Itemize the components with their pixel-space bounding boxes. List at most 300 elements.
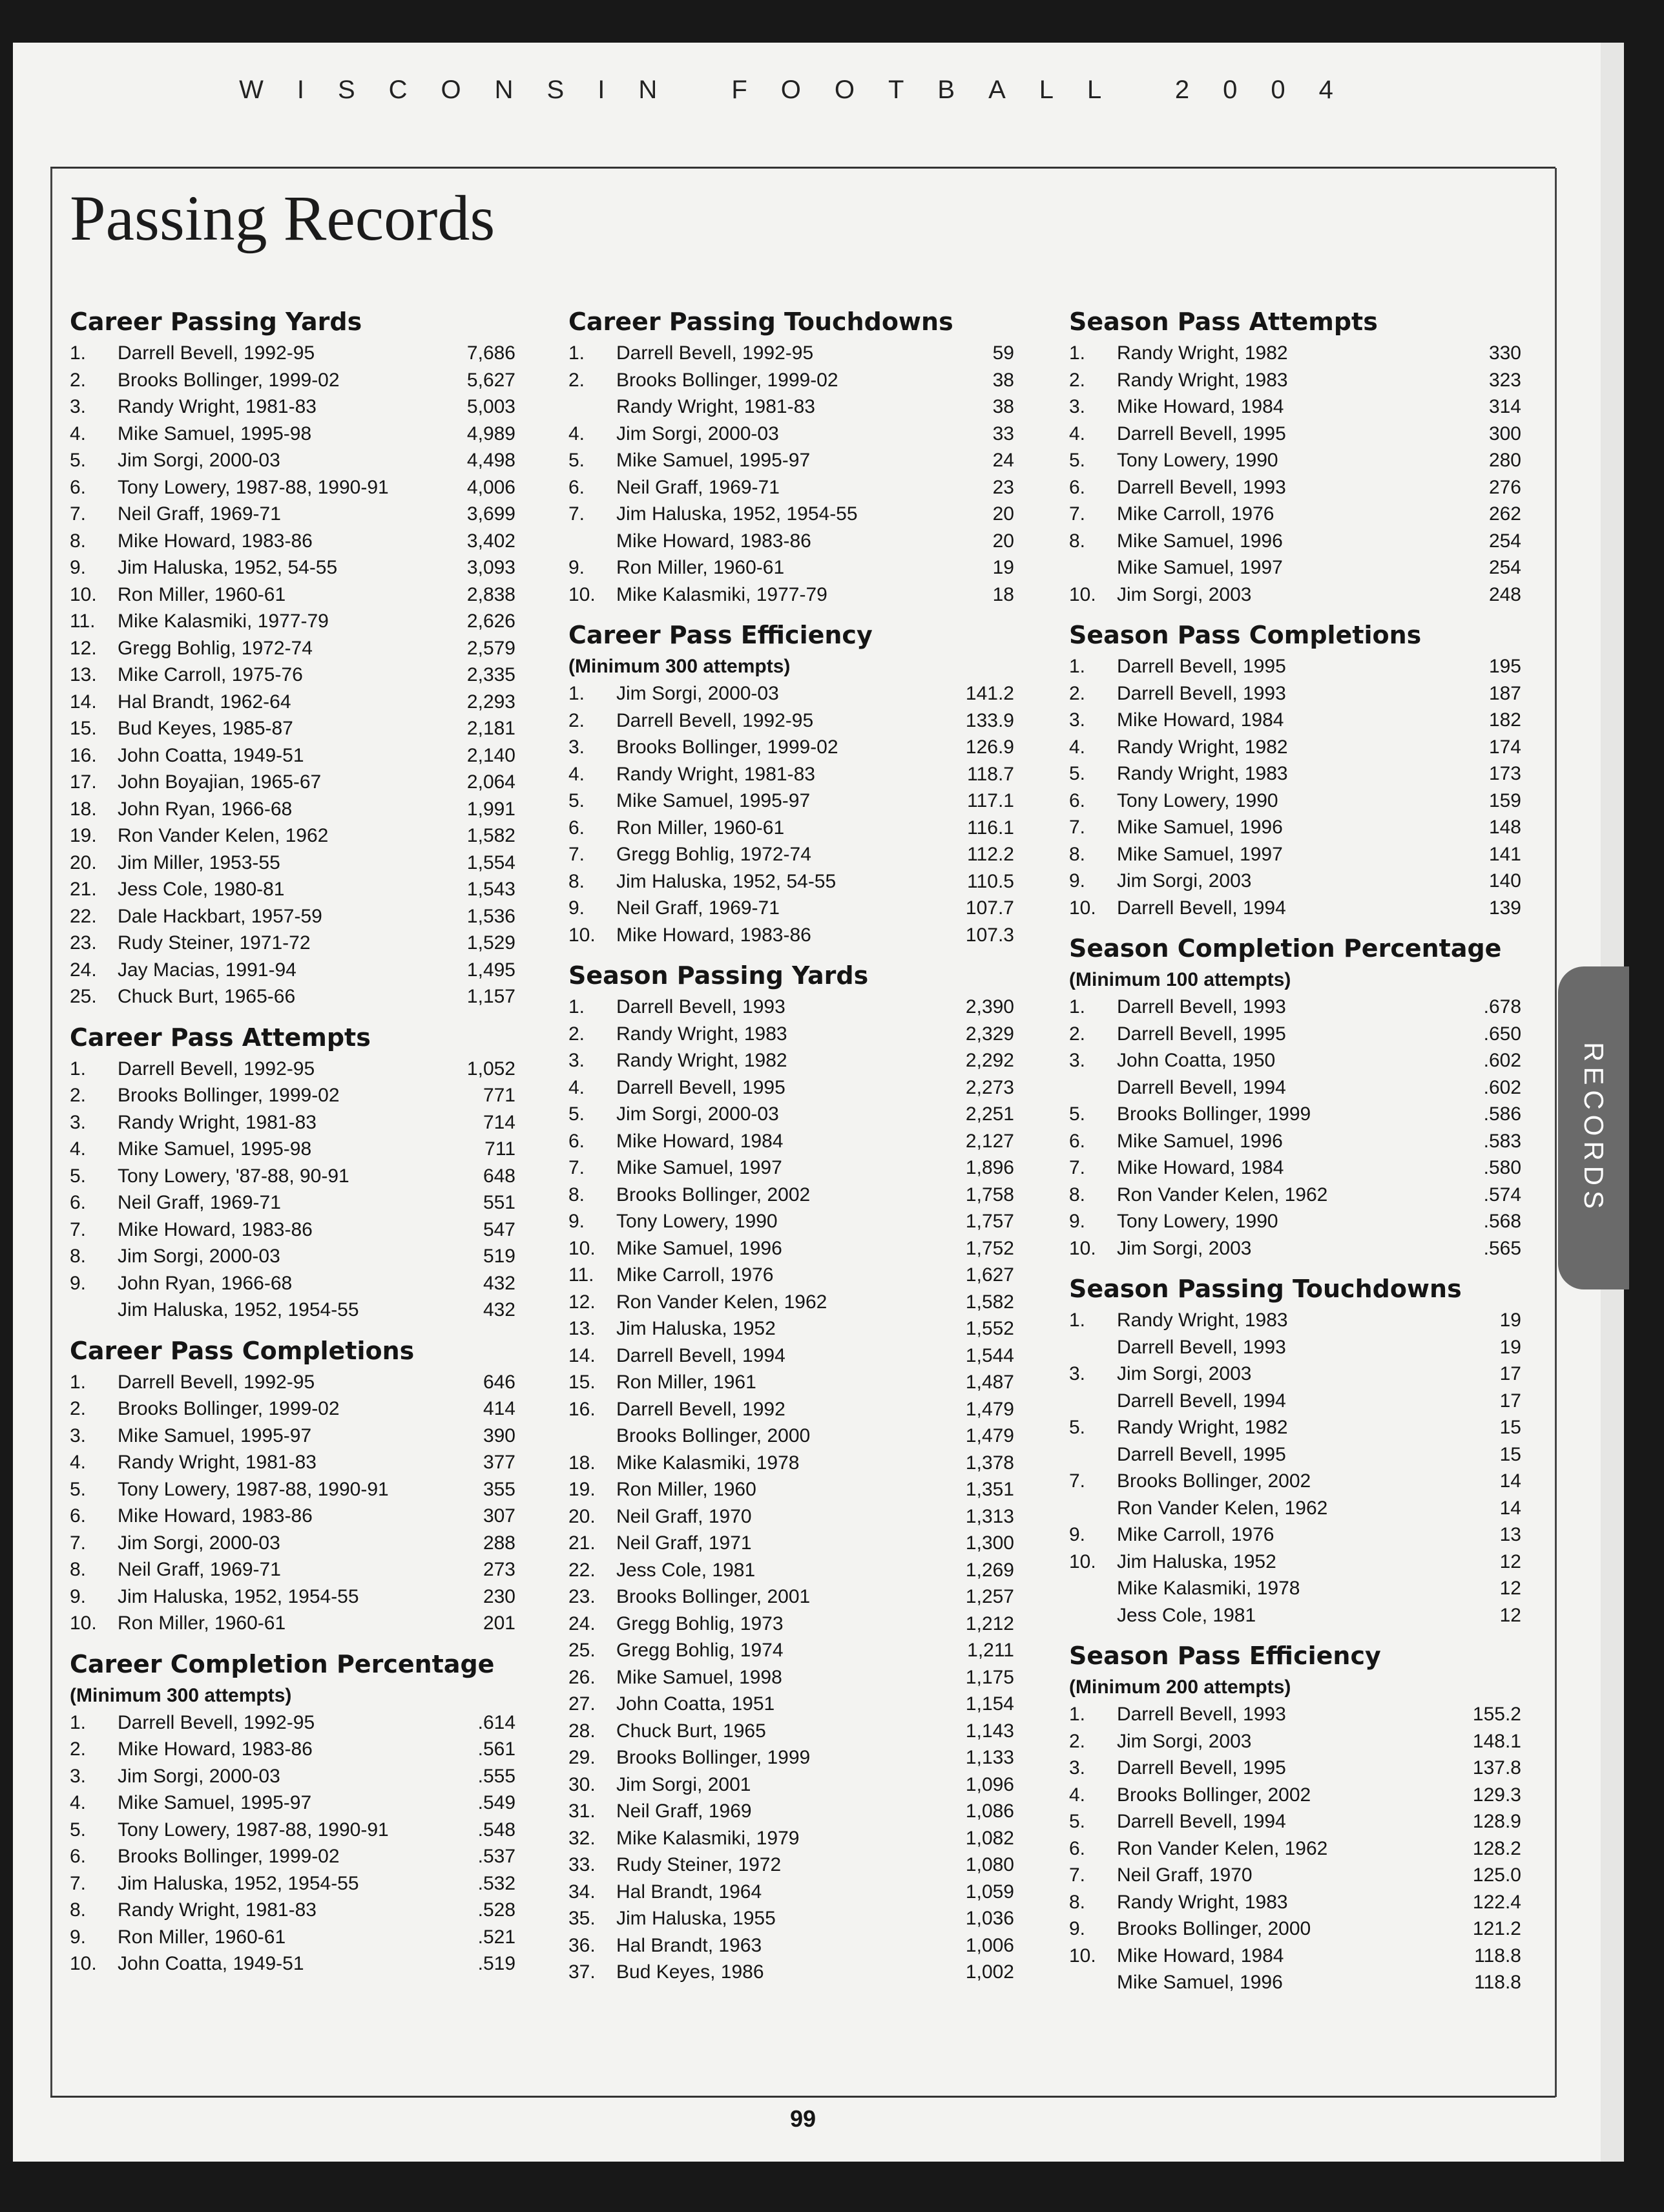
record-rank: 10. [568, 924, 596, 946]
record-value: 1,552 [965, 1318, 1014, 1339]
record-row [1069, 528, 1521, 555]
record-row [568, 1530, 1014, 1557]
record-rank: 6. [70, 1192, 87, 1213]
record-holder: Jim Sorgi, 2003 [1117, 1363, 1252, 1384]
record-rank: 6. [1069, 476, 1086, 498]
record-row [568, 707, 1014, 735]
record-rank [1069, 554, 1117, 581]
record-holder: Mike Samuel, 1996 [1117, 1972, 1283, 1993]
record-rank: 4. [568, 423, 585, 444]
record-rank: 6. [568, 476, 585, 498]
record-value: 330 [1488, 342, 1521, 364]
section-title: Career Completion Percentage [70, 1649, 495, 1678]
record-holder: Ron Miller, 1960-61 [118, 1926, 286, 1948]
record-rank: 7. [1069, 1157, 1086, 1178]
record-rank: 1. [1069, 996, 1086, 1017]
record-holder: Mike Howard, 1984 [1117, 396, 1284, 417]
record-value: 5,627 [466, 369, 515, 391]
record-row [1069, 1862, 1521, 1889]
record-rank: 18. [70, 798, 97, 820]
record-holder: Mike Samuel, 1995-97 [616, 790, 811, 811]
record-rank: 8. [70, 530, 87, 552]
record-holder: Mike Howard, 1984 [616, 1130, 784, 1152]
record-value: 288 [483, 1532, 515, 1554]
record-value: 118.7 [967, 763, 1014, 785]
record-value: 254 [1488, 530, 1521, 552]
record-value: 129.3 [1472, 1784, 1521, 1806]
record-rank: 7. [568, 844, 585, 865]
record-rank: 17. [70, 771, 97, 793]
record-value: 4,989 [466, 423, 515, 444]
record-rank: 8. [70, 1899, 87, 1921]
record-rank: 13. [568, 1318, 596, 1339]
record-rank: 24. [568, 1612, 596, 1634]
record-row [568, 1879, 1014, 1906]
record-value: 377 [483, 1452, 515, 1473]
record-row [70, 1109, 515, 1136]
record-value: .583 [1483, 1130, 1521, 1152]
record-rank: 8. [1069, 843, 1086, 865]
record-value: 155.2 [1472, 1704, 1521, 1725]
record-holder: Jim Sorgi, 2003 [1117, 583, 1252, 605]
record-holder: Darrell Bevell, 1994 [1117, 1811, 1286, 1832]
record-rank: 1. [1069, 1704, 1086, 1725]
record-rank: 10. [1069, 897, 1096, 919]
page-number: 99 [789, 2105, 816, 2132]
record-holder: Chuck Burt, 1965 [616, 1720, 766, 1742]
record-value: 140 [1488, 870, 1521, 892]
record-rank: 5. [1069, 1417, 1086, 1438]
record-value: 1,154 [965, 1693, 1014, 1715]
record-rank: 4. [568, 763, 585, 785]
record-value: 12 [1499, 1550, 1521, 1572]
record-value: .565 [1483, 1237, 1521, 1259]
record-rank: 2. [1069, 682, 1086, 704]
record-value: 1,479 [965, 1398, 1014, 1420]
record-rank: 19. [70, 825, 97, 846]
record-value: 230 [483, 1585, 515, 1607]
record-holder: Randy Wright, 1983 [1117, 1891, 1288, 1913]
record-row [568, 1315, 1014, 1342]
column-1 [70, 304, 515, 1987]
record-row [1069, 1414, 1521, 1441]
record-holder: Tony Lowery, '87-88, 90-91 [118, 1165, 349, 1187]
record-rank: 5. [1069, 1811, 1086, 1832]
record-value: 1,758 [965, 1184, 1014, 1205]
record-holder: Mike Howard, 1983-86 [616, 530, 811, 552]
record-holder: Randy Wright, 1982 [616, 1050, 787, 1071]
record-value: 14 [1499, 1470, 1521, 1492]
record-value: 432 [483, 1272, 515, 1294]
record-rank: 23. [568, 1586, 596, 1607]
record-value: 187 [1488, 682, 1521, 704]
record-rank: 15. [70, 718, 97, 739]
record-row [568, 1503, 1014, 1530]
record-holder: Jim Sorgi, 2000-03 [118, 1765, 280, 1787]
record-rank: 10. [1069, 583, 1096, 605]
record-holder: Mike Howard, 1984 [1117, 1157, 1284, 1178]
record-row [70, 689, 515, 716]
record-row [568, 1932, 1014, 1959]
record-row [568, 1744, 1014, 1771]
record-holder: Jim Haluska, 1952, 1954-55 [118, 1585, 359, 1607]
record-value: 121.2 [1472, 1918, 1521, 1939]
record-holder: Darrell Bevell, 1993 [1117, 1336, 1286, 1358]
record-row [568, 680, 1014, 707]
record-rank: 5. [70, 1819, 87, 1841]
record-value: .549 [477, 1792, 515, 1813]
record-holder: Ron Vander Kelen, 1962 [1117, 1497, 1328, 1519]
record-row [568, 421, 1014, 448]
record-rank: 6. [70, 476, 87, 498]
record-value: 1,052 [466, 1058, 515, 1080]
record-rank: 5. [568, 450, 585, 471]
record-row [1069, 788, 1521, 815]
record-value: .555 [477, 1765, 515, 1787]
record-row [568, 1691, 1014, 1718]
record-holder: Ron Vander Kelen, 1962 [1117, 1184, 1328, 1205]
record-rank: 1. [1069, 342, 1086, 364]
record-holder: Neil Graff, 1969-71 [616, 897, 780, 919]
record-value: 7,686 [466, 342, 515, 364]
record-rank: 7. [70, 503, 87, 525]
record-value: 182 [1488, 709, 1521, 731]
record-holder: Ron Miller, 1960 [616, 1479, 756, 1500]
record-row [568, 734, 1014, 761]
record-rank: 6. [568, 1130, 585, 1152]
record-holder: Jim Haluska, 1952, 54-55 [616, 870, 837, 892]
section-career-pass-attempts [70, 1019, 515, 1324]
record-row [1069, 1468, 1521, 1495]
record-value: 390 [483, 1424, 515, 1446]
record-row [568, 1905, 1014, 1932]
record-holder: Darrell Bevell, 1992-95 [118, 1371, 315, 1393]
record-row [70, 1897, 515, 1924]
record-holder: Brooks Bollinger, 2000 [616, 1425, 811, 1446]
record-holder: Randy Wright, 1981-83 [118, 1899, 317, 1921]
record-row [1069, 1755, 1521, 1782]
record-rank: 3. [568, 736, 585, 758]
record-holder: Darrell Bevell, 1993 [1117, 682, 1286, 704]
record-rank: 5. [568, 1103, 585, 1125]
record-row [70, 1583, 515, 1611]
record-holder: Randy Wright, 1982 [1117, 1417, 1288, 1438]
record-row [568, 1154, 1014, 1182]
record-row [1069, 1701, 1521, 1728]
record-rank: 4. [70, 1792, 87, 1813]
record-rank: 10. [568, 583, 596, 605]
record-row [568, 1798, 1014, 1825]
record-row [70, 1189, 515, 1216]
record-holder: Jim Sorgi, 2000-03 [616, 423, 779, 444]
record-value: 1,351 [965, 1479, 1014, 1500]
section-subtitle: (Minimum 200 attempts) [1069, 1676, 1291, 1698]
record-holder: John Coatta, 1949-51 [118, 1953, 304, 1974]
record-row [70, 447, 515, 474]
record-holder: Mike Samuel, 1995-98 [118, 423, 312, 444]
record-rank: 4. [70, 1138, 87, 1160]
record-rank: 2. [1069, 1730, 1086, 1752]
record-rank: 9. [70, 1926, 87, 1948]
record-value: 17 [1499, 1363, 1521, 1384]
record-holder: Neil Graff, 1969-71 [118, 503, 281, 525]
record-rank: 9. [1069, 870, 1086, 892]
record-value: 107.3 [965, 924, 1014, 946]
record-value: 12 [1499, 1578, 1521, 1599]
record-rank: 6. [70, 1505, 87, 1527]
record-holder: Randy Wright, 1981-83 [616, 396, 815, 417]
record-rank: 7. [568, 503, 585, 525]
section-career-completion-percentage [70, 1646, 515, 1977]
record-value: 137.8 [1472, 1757, 1521, 1779]
record-holder: Brooks Bollinger, 2002 [1117, 1784, 1311, 1806]
record-holder: Hal Brandt, 1963 [616, 1934, 762, 1956]
record-holder: Jim Haluska, 1952 [616, 1318, 776, 1339]
record-value: 18 [992, 583, 1014, 605]
record-value: 1,082 [965, 1827, 1014, 1849]
record-row [1069, 1549, 1521, 1576]
record-row [1069, 1182, 1521, 1209]
record-row [70, 1610, 515, 1637]
record-holder: Darrell Bevell, 1992-95 [118, 1058, 315, 1080]
record-rank: 9. [70, 1585, 87, 1607]
record-rank: 37. [568, 1961, 596, 1983]
record-rank: 7. [1069, 1470, 1086, 1492]
record-value: 17 [1499, 1390, 1521, 1412]
record-holder: Randy Wright, 1982 [1117, 736, 1288, 758]
record-holder: John Boyajian, 1965-67 [118, 771, 322, 793]
record-row [70, 1297, 515, 1324]
record-rank: 10. [70, 583, 97, 605]
record-value: 1,133 [965, 1747, 1014, 1768]
record-rank: 3. [70, 1765, 87, 1787]
record-row [568, 367, 1014, 394]
record-rank [568, 528, 616, 555]
record-rank: 5. [70, 1478, 87, 1500]
record-holder: Mike Samuel, 1997 [1117, 843, 1283, 865]
record-holder: John Ryan, 1966-68 [118, 798, 293, 820]
section-title: Season Pass Attempts [1069, 308, 1378, 336]
section-title: Season Pass Completions [1069, 621, 1422, 649]
record-value: 174 [1488, 736, 1521, 758]
record-holder: Mike Samuel, 1995-97 [118, 1424, 312, 1446]
record-holder: Darrell Bevell, 1995 [1117, 1023, 1286, 1045]
record-row [1069, 814, 1521, 841]
record-row [70, 796, 515, 823]
record-rank: 1. [1069, 1309, 1086, 1331]
record-row [1069, 1943, 1521, 1970]
record-holder: Darrell Bevell, 1994 [616, 1344, 785, 1366]
record-rank [568, 1423, 616, 1450]
record-rank: 8. [70, 1246, 87, 1267]
record-row [568, 1208, 1014, 1235]
record-value: 23 [992, 476, 1014, 498]
record-row [70, 528, 515, 555]
record-row [568, 1557, 1014, 1584]
record-value: 3,402 [466, 530, 515, 552]
record-rank: 3. [1069, 1050, 1086, 1071]
record-holder: Jim Sorgi, 2001 [616, 1773, 751, 1795]
record-value: 1,269 [965, 1559, 1014, 1581]
record-holder: Neil Graff, 1971 [616, 1532, 752, 1554]
record-rank: 16. [568, 1398, 596, 1420]
record-row [70, 608, 515, 635]
record-row [1069, 554, 1521, 581]
record-row [70, 983, 515, 1010]
record-rank: 21. [70, 879, 97, 900]
record-holder: Darrell Bevell, 1995 [1117, 1443, 1286, 1465]
record-holder: Jess Cole, 1980-81 [118, 879, 285, 900]
record-holder: Brooks Bollinger, 1999-02 [616, 736, 838, 758]
record-row [70, 1395, 515, 1423]
record-holder: Brooks Bollinger, 1999 [616, 1747, 811, 1768]
record-value: 314 [1488, 396, 1521, 417]
section-title: Season Pass Efficiency [1069, 1642, 1381, 1670]
record-rank: 11. [568, 1264, 594, 1286]
record-value: .532 [477, 1872, 515, 1894]
record-holder: Darrell Bevell, 1992-95 [118, 1711, 315, 1733]
record-holder: Randy Wright, 1981-83 [118, 1452, 317, 1473]
record-rank: 1. [568, 342, 585, 364]
record-value: 262 [1488, 503, 1521, 525]
record-row [70, 1163, 515, 1190]
record-holder: Ron Miller, 1960-61 [118, 583, 286, 605]
record-value: 122.4 [1472, 1891, 1521, 1913]
record-value: 19 [1499, 1336, 1521, 1358]
record-rank: 7. [70, 1532, 87, 1554]
record-rank: 2. [568, 369, 585, 391]
record-holder: Jim Sorgi, 2003 [1117, 1730, 1252, 1752]
record-row [70, 393, 515, 421]
record-rank: 14. [568, 1344, 596, 1366]
record-holder: Neil Graff, 1969-71 [118, 1559, 281, 1580]
record-value: .548 [477, 1819, 515, 1841]
record-value: 519 [483, 1246, 515, 1267]
record-holder: Mike Carroll, 1976 [616, 1264, 774, 1286]
record-value: 248 [1488, 583, 1521, 605]
record-holder: John Ryan, 1966-68 [118, 1272, 293, 1294]
record-value: 5,003 [466, 396, 515, 417]
record-value: 4,498 [466, 450, 515, 471]
record-rank: 4. [70, 1452, 87, 1473]
record-row [1069, 474, 1521, 501]
record-holder: Neil Graff, 1970 [1117, 1864, 1253, 1886]
record-holder: Dale Hackbart, 1957-59 [118, 905, 322, 927]
record-row [568, 761, 1014, 788]
record-value: 195 [1488, 656, 1521, 677]
record-row [70, 554, 515, 581]
record-value: .521 [477, 1926, 515, 1948]
record-value: 1,096 [965, 1773, 1014, 1795]
record-value: 646 [483, 1371, 515, 1393]
section-title: Season Completion Percentage [1069, 934, 1502, 963]
record-row [1069, 501, 1521, 528]
record-row [568, 1771, 1014, 1799]
record-rank: 11. [70, 610, 96, 632]
record-rank: 5. [70, 450, 87, 471]
record-value: 128.2 [1472, 1837, 1521, 1859]
record-rank: 22. [70, 905, 97, 927]
record-rank: 1. [1069, 656, 1086, 677]
record-holder: Jess Cole, 1981 [616, 1559, 756, 1581]
record-row [568, 340, 1014, 367]
record-row [568, 1718, 1014, 1745]
record-row [70, 1530, 515, 1557]
record-row [568, 1825, 1014, 1852]
record-holder: Randy Wright, 1981-83 [118, 1111, 317, 1133]
record-holder: Jim Haluska, 1955 [616, 1908, 776, 1929]
record-holder: Randy Wright, 1983 [1117, 369, 1288, 391]
record-holder: Tony Lowery, 1990 [1117, 1211, 1278, 1232]
record-rank: 3. [568, 1050, 585, 1071]
record-row [70, 1503, 515, 1530]
records-section-tab[interactable] [1558, 966, 1629, 1289]
record-rank: 10. [1069, 1550, 1096, 1572]
record-row [568, 1423, 1014, 1450]
record-rank: 3. [1069, 1757, 1086, 1779]
record-value: 1,086 [965, 1800, 1014, 1822]
record-rank: 9. [568, 897, 585, 919]
record-row [568, 1637, 1014, 1664]
record-holder: Tony Lowery, 1987-88, 1990-91 [118, 1819, 389, 1841]
record-value: 1,300 [965, 1532, 1014, 1554]
record-value: 273 [483, 1559, 515, 1580]
record-value: 2,626 [466, 610, 515, 632]
record-rank: 7. [70, 1872, 87, 1894]
record-holder: Mike Samuel, 1996 [1117, 1130, 1283, 1152]
record-value: 1,143 [965, 1720, 1014, 1742]
record-row [70, 1817, 515, 1844]
record-rank: 7. [568, 1157, 585, 1178]
record-value: 1,495 [466, 959, 515, 981]
record-row [568, 1369, 1014, 1396]
record-row [568, 474, 1014, 501]
record-rank: 9. [70, 557, 87, 578]
record-rank: 31. [568, 1800, 596, 1822]
record-rank: 32. [568, 1827, 596, 1849]
record-row [568, 1611, 1014, 1638]
record-rank: 22. [568, 1559, 596, 1581]
record-row [568, 1476, 1014, 1503]
record-value: 3,093 [466, 557, 515, 578]
record-value: 117.1 [967, 790, 1014, 811]
record-row [1069, 1021, 1521, 1048]
record-row [70, 876, 515, 903]
record-rank: 1. [70, 1711, 87, 1733]
record-holder: Randy Wright, 1982 [1117, 342, 1288, 364]
record-value: 14 [1499, 1497, 1521, 1519]
record-value: 1,554 [466, 851, 515, 873]
record-holder: Jim Sorgi, 2003 [1117, 870, 1252, 892]
record-value: 118.8 [1474, 1972, 1521, 1993]
record-holder: Hal Brandt, 1964 [616, 1881, 762, 1903]
record-value: 19 [992, 557, 1014, 578]
record-value: 141.2 [965, 683, 1014, 704]
record-holder: Darrell Bevell, 1994 [1117, 1390, 1286, 1412]
record-value: 1,212 [965, 1612, 1014, 1634]
records-tab-label: RECORDS [1579, 1041, 1609, 1215]
record-row [70, 930, 515, 957]
record-holder: Randy Wright, 1983 [1117, 1309, 1288, 1331]
record-rank: 8. [70, 1559, 87, 1580]
record-holder: Randy Wright, 1983 [1117, 763, 1288, 784]
record-holder: Ron Vander Kelen, 1962 [1117, 1837, 1328, 1859]
record-value: 110.5 [967, 870, 1014, 892]
record-row [568, 922, 1014, 949]
record-row [568, 1047, 1014, 1074]
record-rank: 9. [1069, 1918, 1086, 1939]
record-row [1069, 447, 1521, 474]
